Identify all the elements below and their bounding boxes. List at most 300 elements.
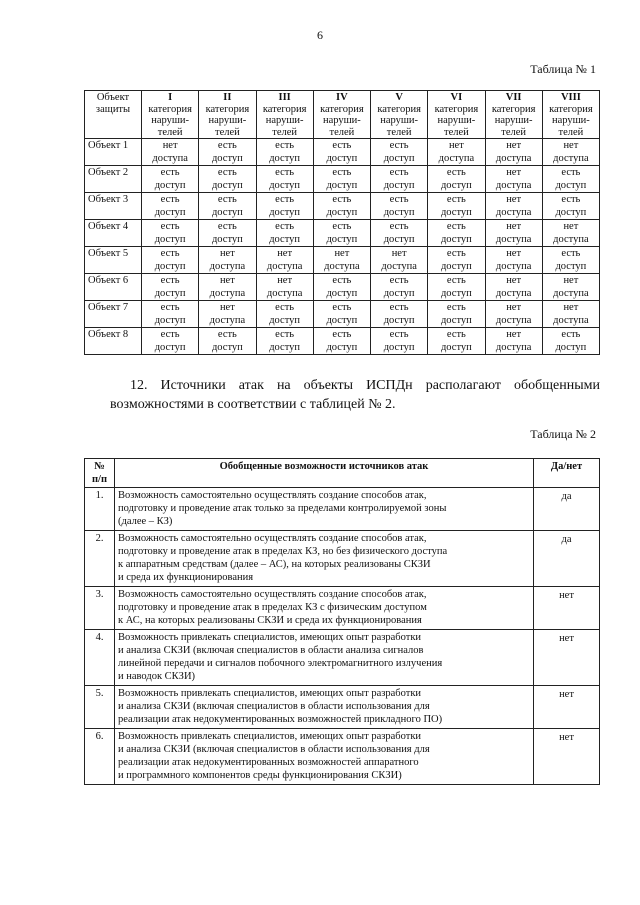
access-word: есть: [217, 194, 237, 205]
access-word: доступ: [154, 315, 186, 326]
access-word: нет: [506, 329, 522, 340]
access-word: доступ: [555, 261, 587, 272]
capability-line: и среда их функционирования: [118, 572, 254, 583]
access-word: есть: [332, 167, 352, 178]
access-word: доступ: [154, 234, 186, 245]
row-number: 1.: [85, 488, 115, 531]
access-word: доступ: [383, 234, 415, 245]
access-word: доступ: [211, 342, 243, 353]
table-row: [85, 531, 600, 587]
capability-line: подготовку и проведение атак в пределах КЗ с физическим доступом: [118, 602, 427, 613]
access-word: нет: [506, 167, 522, 178]
capability-line: и анализа СКЗИ (включая специалистов в области использования для: [118, 701, 430, 712]
table1-header-category: [199, 91, 256, 139]
object-name: Объект 2: [85, 166, 142, 193]
table-row: [85, 220, 600, 247]
capability-line: Возможность самостоятельно осуществлять создание способов атак,: [118, 533, 427, 544]
access-cell: [256, 328, 313, 355]
access-word: есть: [217, 167, 237, 178]
access-cell: [371, 247, 428, 274]
access-word: доступ: [211, 153, 243, 164]
access-word: доступ: [383, 342, 415, 353]
access-word: нет: [506, 275, 522, 286]
access-cell: [313, 193, 370, 220]
category-label-line: наруши-: [437, 115, 476, 126]
category-label-line: наруши-: [151, 115, 190, 126]
category-label-line: телей: [329, 126, 355, 138]
access-cell: [428, 139, 485, 166]
table2: [84, 458, 600, 785]
access-word: доступ: [154, 288, 186, 299]
access-word: нет: [506, 140, 522, 151]
access-word: нет: [506, 248, 522, 259]
category-label-line: телей: [443, 126, 469, 138]
access-cell: [256, 166, 313, 193]
access-word: доступ: [440, 180, 472, 191]
access-word: доступа: [495, 180, 532, 191]
row-number: 4.: [85, 630, 115, 686]
table-row: [85, 139, 600, 166]
row-number: 2.: [85, 531, 115, 587]
access-cell: [485, 301, 542, 328]
capability-text: [115, 587, 534, 630]
access-cell: [199, 328, 256, 355]
object-name: Объект 8: [85, 328, 142, 355]
access-word: есть: [389, 194, 409, 205]
capability-line: Возможность самостоятельно осуществлять создание способов атак,: [118, 490, 427, 501]
capability-line: Возможность привлекать специалистов, имеющих опыт разработки: [118, 688, 422, 699]
access-cell: [428, 220, 485, 247]
access-word: доступ: [383, 180, 415, 191]
access-word: доступа: [495, 207, 532, 218]
access-word: доступа: [266, 288, 303, 299]
access-word: есть: [275, 167, 295, 178]
access-word: есть: [332, 275, 352, 286]
access-cell: [371, 301, 428, 328]
access-cell: [199, 274, 256, 301]
category-label-line: наруши-: [380, 115, 419, 126]
capability-line: реализации атак недокументированных возможностей прикладного ПО): [118, 714, 443, 725]
access-word: доступ: [326, 153, 358, 164]
access-cell: [142, 139, 199, 166]
access-cell: [256, 301, 313, 328]
access-word: есть: [217, 221, 237, 232]
access-word: есть: [160, 329, 180, 340]
access-word: есть: [160, 221, 180, 232]
access-cell: [142, 166, 199, 193]
access-word: есть: [275, 302, 295, 313]
table1-header-category: [313, 91, 370, 139]
access-word: есть: [160, 167, 180, 178]
access-cell: [256, 193, 313, 220]
access-cell: [142, 328, 199, 355]
table2-caption: Таблица № 2: [530, 427, 596, 441]
access-word: есть: [217, 329, 237, 340]
category-label-line: наруши-: [322, 115, 361, 126]
access-cell: [485, 166, 542, 193]
table1-header-category: [371, 91, 428, 139]
access-word: доступа: [495, 261, 532, 272]
access-word: есть: [389, 275, 409, 286]
access-word: доступа: [495, 342, 532, 353]
access-word: доступ: [383, 153, 415, 164]
access-word: доступ: [269, 315, 301, 326]
access-word: есть: [446, 167, 466, 178]
access-word: есть: [275, 221, 295, 232]
access-word: нет: [563, 302, 579, 313]
access-cell: [428, 328, 485, 355]
category-label-line: категория: [549, 103, 593, 115]
access-word: доступ: [269, 153, 301, 164]
access-cell: [485, 328, 542, 355]
table-row: [85, 488, 600, 531]
capability-line: к аппаратным средствам (далее – АС), на которых реализованы СКЗИ: [118, 559, 431, 570]
table1-header-category: [485, 91, 542, 139]
table2-header-num: № п/п: [85, 459, 115, 488]
access-cell: [542, 166, 599, 193]
object-name: Объект 3: [85, 193, 142, 220]
table2-header-row: [85, 459, 600, 488]
access-cell: [485, 274, 542, 301]
category-label-line: телей: [558, 126, 584, 138]
table1-header-category: [142, 91, 199, 139]
access-cell: [199, 166, 256, 193]
access-word: есть: [332, 302, 352, 313]
access-word: нет: [448, 140, 464, 151]
table1-header-object: Объект защиты: [85, 91, 142, 139]
capability-line: (далее – КЗ): [118, 516, 173, 527]
access-word: доступ: [269, 342, 301, 353]
access-cell: [313, 274, 370, 301]
access-word: доступ: [555, 207, 587, 218]
access-cell: [199, 139, 256, 166]
access-word: есть: [332, 140, 352, 151]
access-cell: [371, 166, 428, 193]
access-cell: [371, 220, 428, 247]
access-word: нет: [563, 221, 579, 232]
access-cell: [371, 139, 428, 166]
table2-header-capability: Обобщенные возможности источников атак: [115, 459, 534, 488]
category-label-line: категория: [148, 103, 192, 115]
access-cell: [199, 301, 256, 328]
category-label-line: телей: [501, 126, 527, 138]
access-word: есть: [446, 194, 466, 205]
access-word: доступа: [495, 288, 532, 299]
category-label-line: наруши-: [208, 115, 247, 126]
answer-cell: нет: [534, 587, 600, 630]
access-word: доступ: [440, 261, 472, 272]
table2-header-answer: Да/нет: [534, 459, 600, 488]
capability-line: линейной передачи и сигналов побочного электромагнитного излучения: [118, 658, 443, 669]
access-word: нет: [219, 248, 235, 259]
object-name: Объект 1: [85, 139, 142, 166]
access-word: доступ: [269, 234, 301, 245]
access-word: доступ: [440, 207, 472, 218]
access-cell: [428, 247, 485, 274]
access-word: нет: [277, 248, 293, 259]
access-word: доступа: [553, 315, 589, 326]
access-word: нет: [219, 275, 235, 286]
access-word: есть: [561, 194, 581, 205]
access-cell: [542, 139, 599, 166]
access-word: есть: [389, 167, 409, 178]
category-roman: IV: [336, 92, 348, 103]
category-label-line: телей: [272, 126, 298, 138]
access-word: доступа: [152, 153, 188, 164]
category-label-line: категория: [491, 103, 536, 115]
category-roman: I: [168, 92, 173, 103]
access-word: доступ: [154, 342, 186, 353]
table-row: [85, 686, 600, 729]
access-cell: [256, 220, 313, 247]
access-cell: [371, 328, 428, 355]
access-cell: [199, 220, 256, 247]
access-cell: [313, 139, 370, 166]
access-word: доступа: [266, 261, 303, 272]
capability-line: Возможность привлекать специалистов, имеющих опыт разработки: [118, 632, 422, 643]
capability-text: [115, 630, 534, 686]
access-word: есть: [275, 140, 295, 151]
access-word: нет: [506, 194, 522, 205]
access-word: доступ: [326, 288, 358, 299]
access-word: есть: [275, 194, 295, 205]
access-word: доступа: [553, 153, 589, 164]
access-word: нет: [563, 275, 579, 286]
object-name: Объект 6: [85, 274, 142, 301]
table-row: [85, 193, 600, 220]
access-word: есть: [332, 329, 352, 340]
category-label-line: категория: [262, 103, 307, 115]
access-word: есть: [446, 221, 466, 232]
capability-text: [115, 531, 534, 587]
access-word: есть: [561, 248, 581, 259]
access-word: есть: [561, 167, 581, 178]
capability-line: и анализа СКЗИ (включая специалистов в области анализа сигналов: [118, 645, 424, 656]
access-word: доступа: [209, 261, 246, 272]
access-cell: [313, 166, 370, 193]
access-word: доступ: [440, 288, 472, 299]
capability-line: Возможность самостоятельно осуществлять создание способов атак,: [118, 589, 427, 600]
access-cell: [485, 247, 542, 274]
answer-cell: да: [534, 488, 600, 531]
capability-text: [115, 729, 534, 785]
category-label-line: категория: [377, 103, 421, 115]
access-cell: [142, 274, 199, 301]
category-label-line: наруши-: [551, 115, 590, 126]
access-word: доступ: [440, 234, 472, 245]
category-label-line: категория: [205, 103, 250, 115]
access-cell: [542, 247, 599, 274]
capability-line: и анализа СКЗИ (включая специалистов в области использования для: [118, 744, 430, 755]
answer-cell: нет: [534, 686, 600, 729]
access-cell: [542, 193, 599, 220]
access-word: доступа: [553, 234, 589, 245]
access-word: доступ: [211, 207, 243, 218]
access-word: доступ: [269, 207, 301, 218]
access-word: доступ: [326, 180, 358, 191]
access-word: нет: [162, 140, 178, 151]
access-cell: [313, 247, 370, 274]
access-word: доступа: [209, 315, 246, 326]
access-cell: [428, 301, 485, 328]
access-cell: [256, 247, 313, 274]
category-label-line: телей: [214, 126, 240, 138]
capability-line: подготовку и проведение атак только за пределами контролируемой зоны: [118, 503, 447, 514]
table-row: [85, 630, 600, 686]
access-word: нет: [506, 302, 522, 313]
category-roman: V: [395, 92, 403, 103]
access-word: есть: [332, 221, 352, 232]
table1-caption: Таблица № 1: [530, 62, 596, 76]
object-name: Объект 5: [85, 247, 142, 274]
access-word: нет: [334, 248, 350, 259]
answer-cell: да: [534, 531, 600, 587]
access-word: доступа: [495, 315, 532, 326]
capability-line: подготовку и проведение атак в пределах КЗ, но без физического доступа: [118, 546, 448, 557]
table-row: [85, 328, 600, 355]
access-word: доступ: [383, 315, 415, 326]
table1: [84, 90, 600, 355]
access-word: есть: [446, 248, 466, 259]
capability-text: [115, 686, 534, 729]
access-cell: [256, 139, 313, 166]
table-row: [85, 301, 600, 328]
table1-header-category: [428, 91, 485, 139]
access-word: доступ: [555, 180, 587, 191]
row-number: 3.: [85, 587, 115, 630]
access-cell: [485, 220, 542, 247]
category-roman: II: [223, 92, 232, 103]
category-label-line: телей: [386, 126, 412, 138]
access-cell: [313, 328, 370, 355]
access-cell: [428, 193, 485, 220]
access-word: есть: [160, 248, 180, 259]
category-label-line: категория: [320, 103, 364, 115]
category-roman: VI: [450, 92, 463, 103]
capability-line: реализации атак недокументированных возможностей аппаратного: [118, 757, 419, 768]
category-label-line: наруши-: [494, 115, 533, 126]
access-word: есть: [446, 329, 466, 340]
access-cell: [142, 301, 199, 328]
capability-line: к АС, на которых реализованы СКЗИ и среда их функционирования: [118, 615, 422, 626]
access-word: есть: [446, 275, 466, 286]
access-cell: [256, 274, 313, 301]
access-word: нет: [506, 221, 522, 232]
table-row: [85, 274, 600, 301]
table1-header-category: [542, 91, 599, 139]
access-cell: [428, 274, 485, 301]
access-word: доступ: [269, 180, 301, 191]
access-word: есть: [446, 302, 466, 313]
access-cell: [371, 193, 428, 220]
access-word: есть: [561, 329, 581, 340]
access-word: доступа: [495, 153, 532, 164]
access-word: нет: [563, 140, 579, 151]
access-word: доступа: [495, 234, 532, 245]
access-word: нет: [219, 302, 235, 313]
page-number: 6: [317, 28, 323, 42]
row-number: 6.: [85, 729, 115, 785]
access-cell: [313, 220, 370, 247]
capability-line: и наводок СКЗИ): [118, 671, 196, 682]
access-word: доступа: [438, 153, 475, 164]
access-word: есть: [160, 194, 180, 205]
access-cell: [485, 139, 542, 166]
table1-header-category: [256, 91, 313, 139]
category-label-line: телей: [157, 126, 183, 138]
access-word: доступ: [555, 342, 587, 353]
access-word: нет: [277, 275, 293, 286]
access-cell: [199, 193, 256, 220]
paragraph-12: 12. Источники атак на объекты ИСПДн располагают обобщенными возможностями в соответствии с таблицей № 2.: [110, 378, 600, 412]
table-row: [85, 587, 600, 630]
capability-text: [115, 488, 534, 531]
access-word: доступ: [383, 207, 415, 218]
access-cell: [142, 247, 199, 274]
row-number: 5.: [85, 686, 115, 729]
access-word: доступа: [324, 261, 360, 272]
object-name: Объект 4: [85, 220, 142, 247]
access-word: есть: [217, 140, 237, 151]
access-word: есть: [332, 194, 352, 205]
access-cell: [542, 274, 599, 301]
access-word: доступа: [381, 261, 417, 272]
category-roman: VII: [505, 92, 522, 103]
access-word: доступ: [383, 288, 415, 299]
access-word: доступ: [211, 234, 243, 245]
access-word: доступ: [440, 315, 472, 326]
access-cell: [542, 220, 599, 247]
category-label-line: категория: [434, 103, 479, 115]
access-cell: [142, 193, 199, 220]
access-word: доступ: [326, 207, 358, 218]
access-word: нет: [391, 248, 407, 259]
access-word: есть: [389, 302, 409, 313]
access-cell: [199, 247, 256, 274]
answer-cell: нет: [534, 729, 600, 785]
access-word: доступ: [326, 315, 358, 326]
access-word: есть: [275, 329, 295, 340]
category-roman: III: [278, 92, 291, 103]
access-word: доступ: [154, 180, 186, 191]
access-cell: [428, 166, 485, 193]
table-row: [85, 729, 600, 785]
access-word: доступ: [211, 180, 243, 191]
access-cell: [542, 301, 599, 328]
access-word: есть: [389, 221, 409, 232]
access-word: доступ: [154, 207, 186, 218]
access-word: доступа: [209, 288, 246, 299]
capability-line: и программного компонентов среды функционирования СКЗИ): [118, 770, 402, 781]
object-name: Объект 7: [85, 301, 142, 328]
access-word: есть: [160, 302, 180, 313]
access-word: доступ: [440, 342, 472, 353]
table-row: [85, 247, 600, 274]
access-cell: [371, 274, 428, 301]
access-word: есть: [389, 140, 409, 151]
table-row: [85, 166, 600, 193]
access-word: есть: [389, 329, 409, 340]
access-word: есть: [160, 275, 180, 286]
table1-header-row: [85, 91, 600, 139]
category-roman: VIII: [560, 92, 581, 103]
access-cell: [485, 193, 542, 220]
access-cell: [142, 220, 199, 247]
answer-cell: нет: [534, 630, 600, 686]
access-word: доступ: [154, 261, 186, 272]
access-word: доступа: [553, 288, 589, 299]
category-label-line: наруши-: [265, 115, 304, 126]
